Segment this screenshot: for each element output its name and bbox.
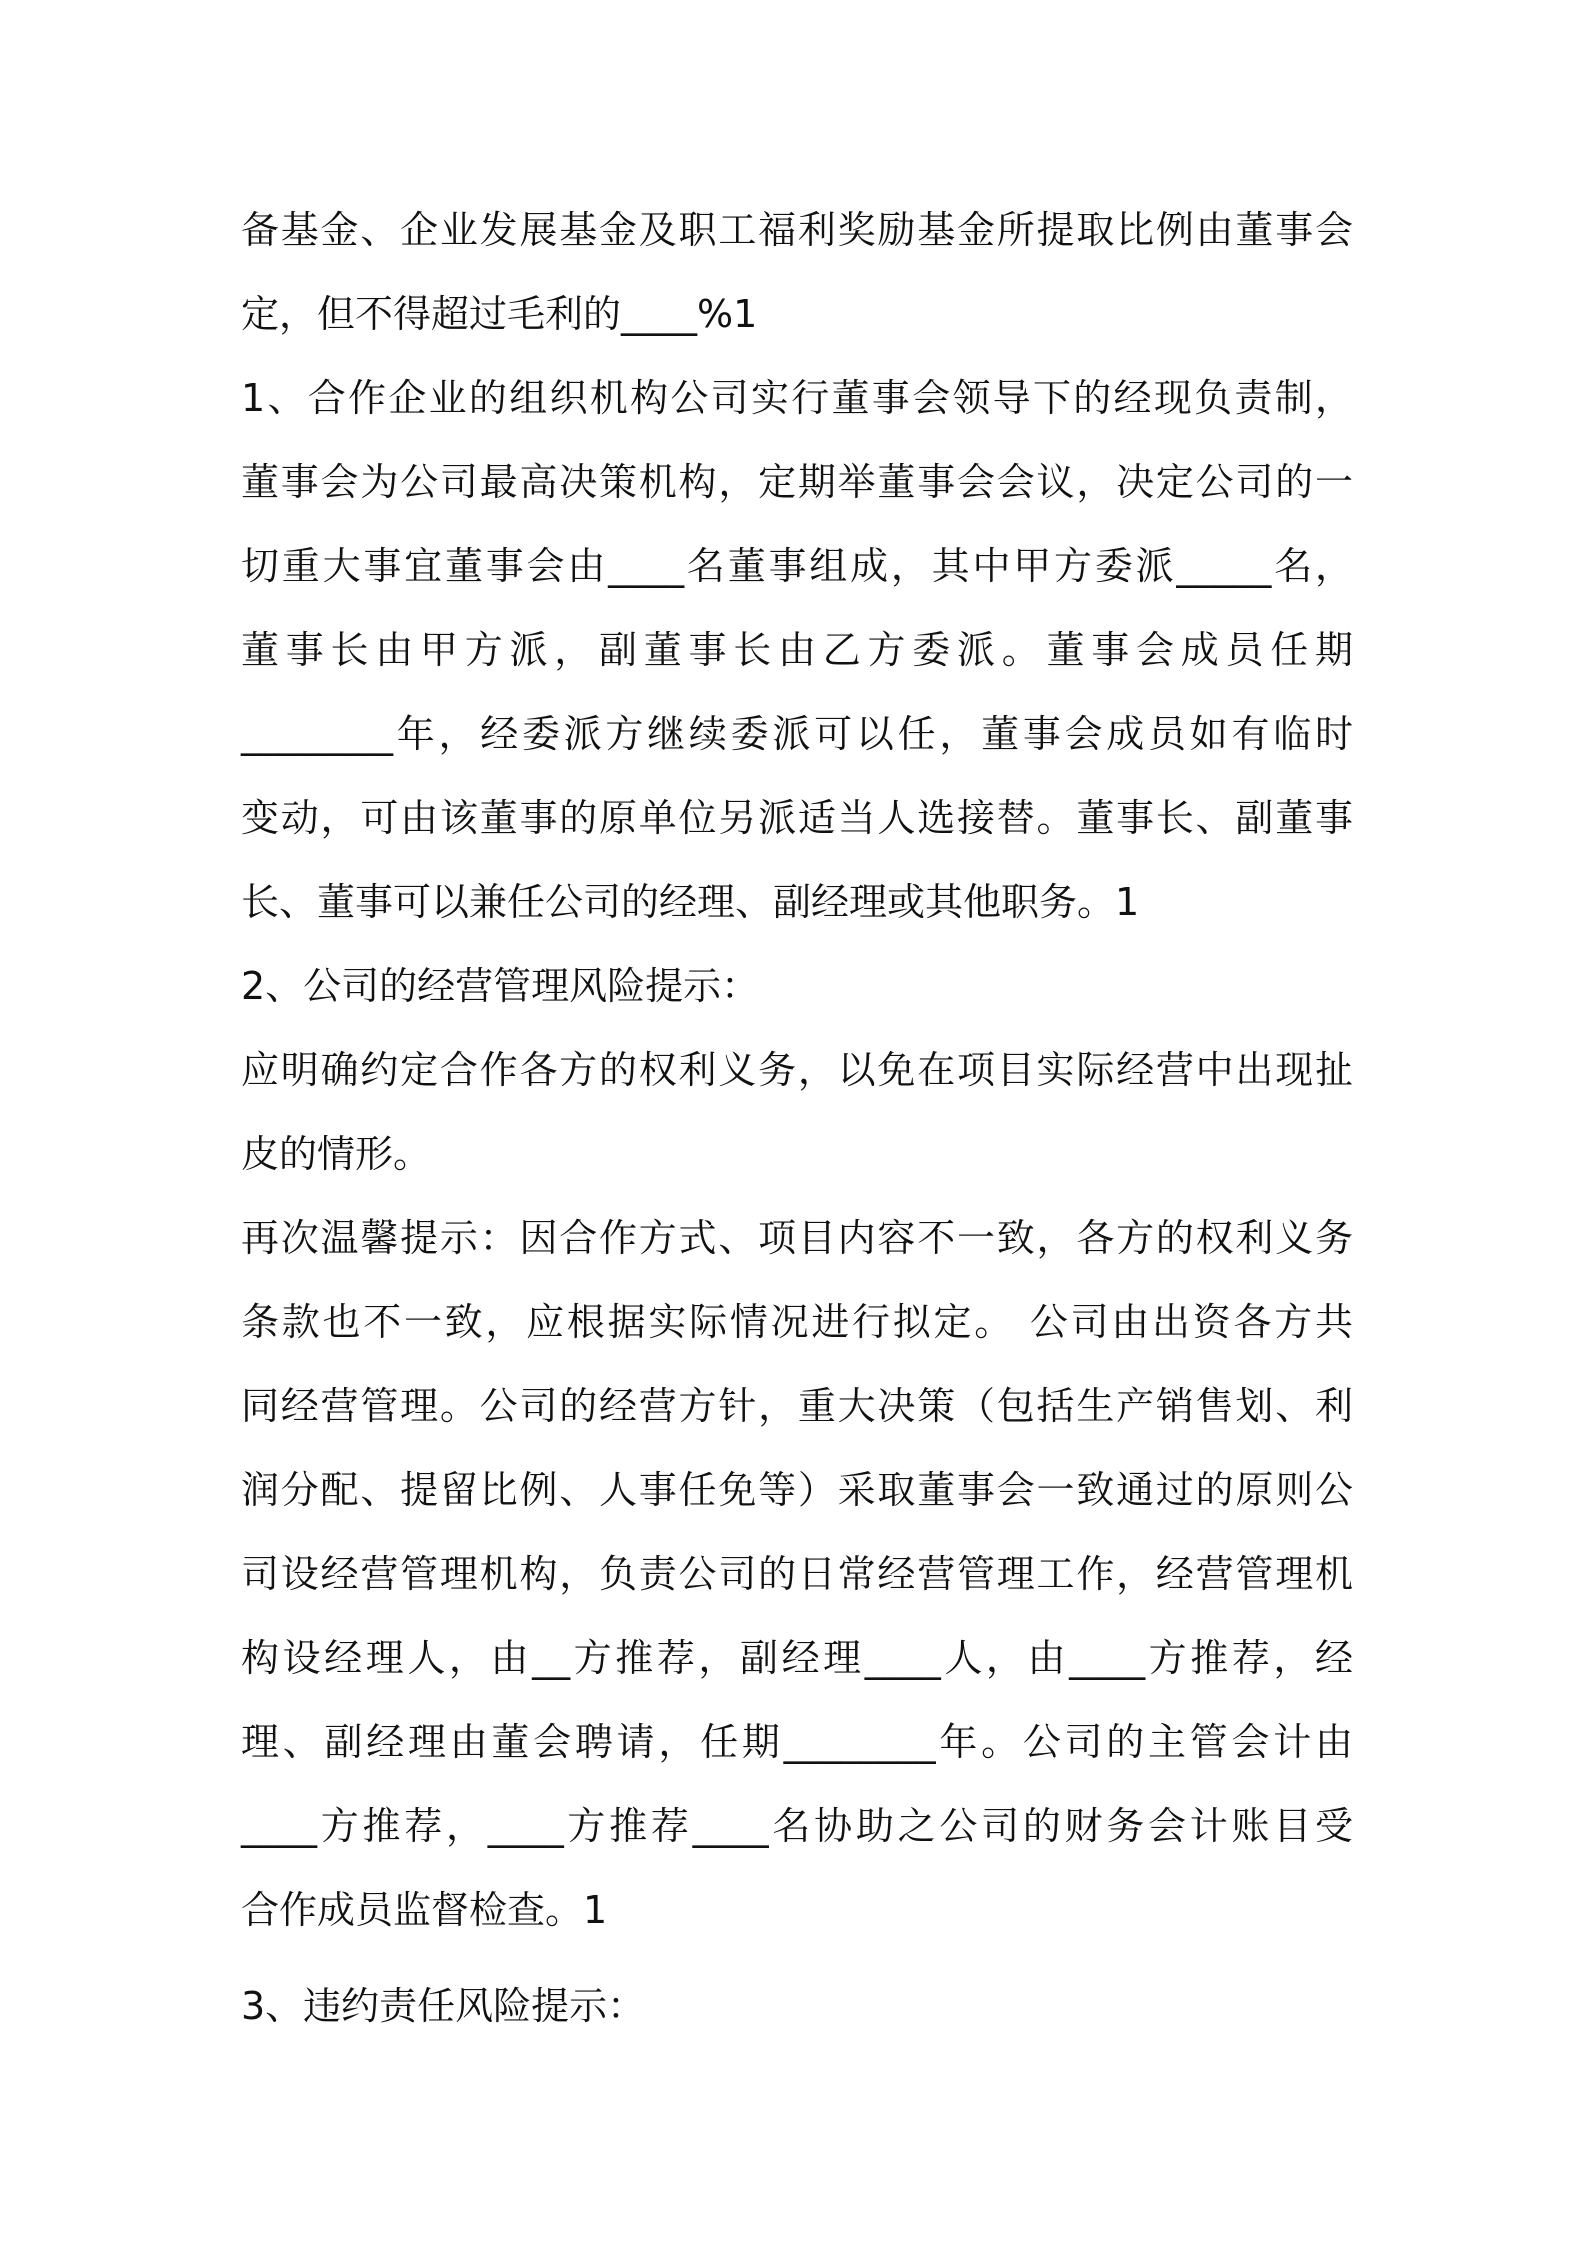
section-heading-3: 3、违约责任风险提示： — [241, 1984, 646, 2028]
text-line: 构设经理人，由__方推荐，副经理____人，由____方推荐，经 — [241, 1636, 1353, 1680]
text-line: 理、副经理由董会聘请，任期________年。公司的主管会计由 — [241, 1720, 1353, 1764]
text-line: 同经营管理。公司的经营方针，重大决策（包括生产销售划、利 — [241, 1384, 1353, 1428]
text-line: 董事长由甲方派，副董事长由乙方委派。董事会成员任期 — [241, 628, 1353, 672]
text-line: 合作成员监督检查。1 — [241, 1888, 608, 1932]
text-line: 应明确约定合作各方的权利义务，以免在项目实际经营中出现扯 — [241, 1048, 1353, 1092]
text-line: 司设经营管理机构，负责公司的日常经营管理工作，经营管理机 — [241, 1552, 1353, 1596]
text-line: 皮的情形。 — [241, 1132, 432, 1176]
text-line: 条款也不一致，应根据实际情况进行拟定。 公司由出资各方共 — [241, 1300, 1353, 1344]
text-line: 定，但不得超过毛利的____%1 — [241, 292, 758, 336]
text-line: ____方推荐，____方推荐____名协助之公司的财务会计账目受 — [241, 1804, 1353, 1848]
text-line: 备基金、企业发展基金及职工福利奖励基金所提取比例由董事会 — [241, 208, 1353, 252]
text-line: ________年，经委派方继续委派可以任，董事会成员如有临时 — [241, 712, 1353, 756]
section-heading-2: 2、公司的经营管理风险提示： — [241, 964, 760, 1008]
document-body — [241, 188, 1353, 2048]
text-line: 董事会为公司最高决策机构，定期举董事会会议，决定公司的一 — [241, 460, 1353, 504]
text-line: 切重大事宜董事会由____名董事组成，其中甲方委派_____名， — [241, 544, 1353, 588]
text-line: 长、董事可以兼任公司的经理、副经理或其他职务。1 — [241, 880, 1140, 924]
text-line: 再次温馨提示：因合作方式、项目内容不一致，各方的权利义务 — [241, 1216, 1353, 1260]
section-heading-1: 1、合作企业的组织机构公司实行董事会领导下的经现负责制， — [241, 376, 1353, 420]
text-line: 润分配、提留比例、人事任免等）采取董事会一致通过的原则公 — [241, 1468, 1353, 1512]
text-line: 变动，可由该董事的原单位另派适当人选接替。董事长、副董事 — [241, 796, 1353, 840]
